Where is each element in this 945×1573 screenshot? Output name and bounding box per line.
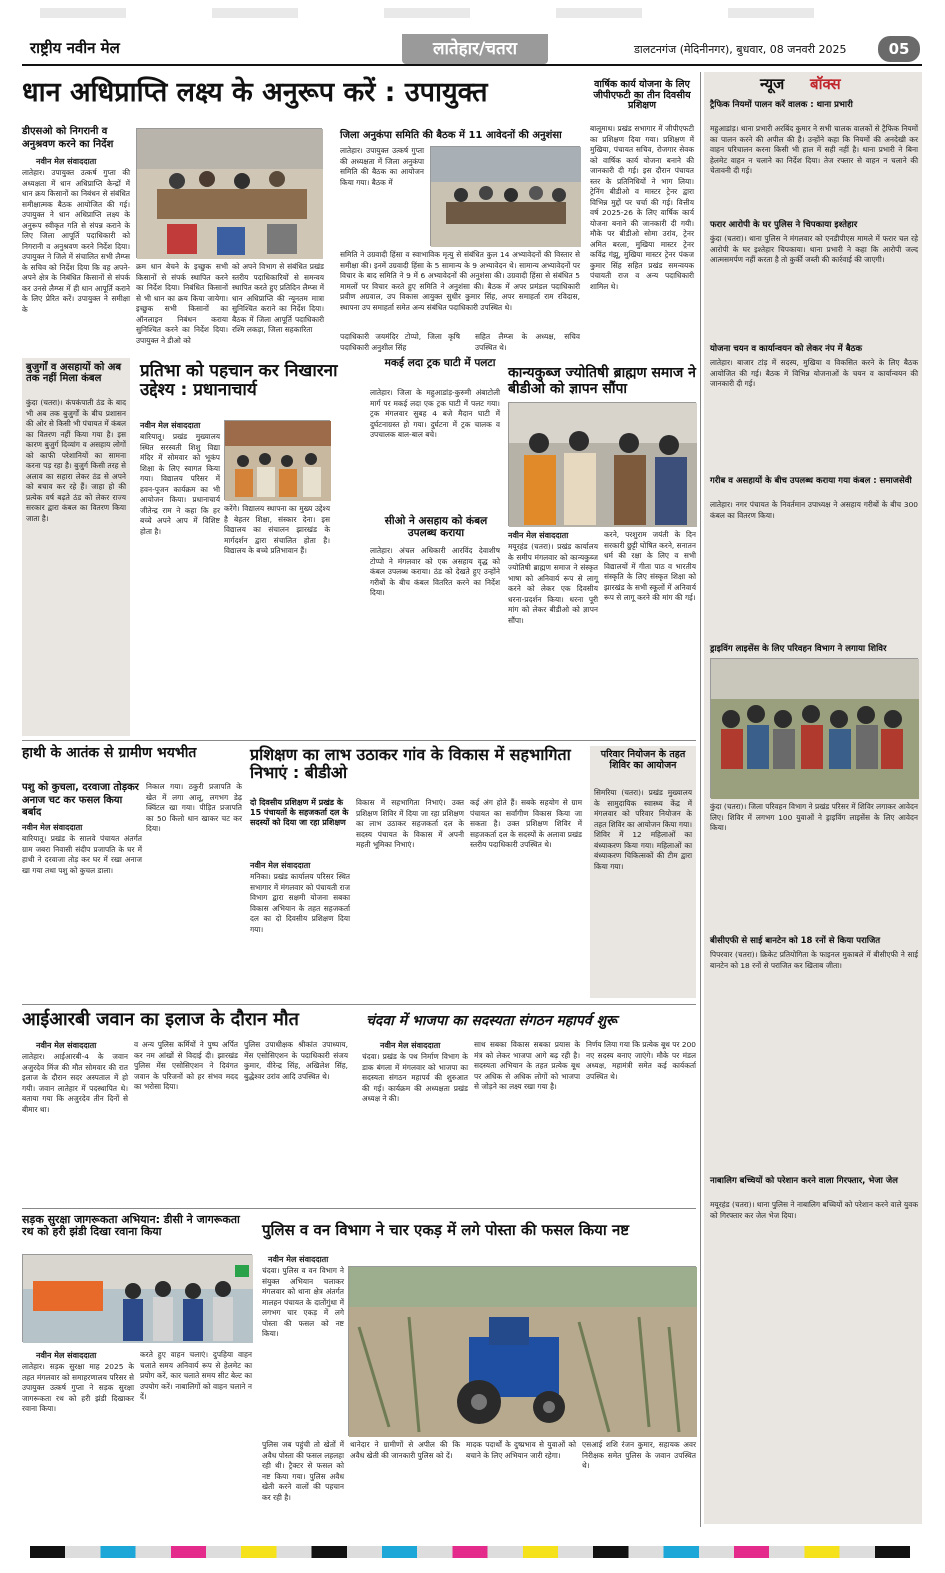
bjp-headline: चंदवा में भाजपा का सदस्यता संगठन महापर्व शुरू bbox=[366, 1013, 617, 1029]
news-item-body: लातेहार। बाजार टांड़ में सदस्य, मुखिया व विकसित करने के लिए बैठक आयोजित की गई। बैठक में विभिन्न योजनाओं के चयन व कार्यान्वयन की जानकारी दी गई। bbox=[710, 358, 918, 389]
family-planning-headline: परिवार नियोजन के तहत शिविर का आयोजन bbox=[600, 749, 686, 771]
lead-body-3: को अपने विभाग से संबंधित प्रखंड स्तरीय पदाधिकारियों से समन्वय स्थापित करते हुए प्रतिदिन लैम्प्स में धान अधिप्राप्ति की न्यूनतम मात्रा सुनिश्चित कराने का निर्देश दिया। बैठक में जिला आपूर्ति पदाधिकारी रश्मि लकड़ा, जिला सहकारिता bbox=[232, 262, 324, 335]
brahmin-byline: नवीन मेल संवाददाता bbox=[508, 531, 569, 540]
brahmin-headline: कान्यकुब्ज ज्योतिषी ब्राह्मण समाज ने बीडीओ को ज्ञापन सौंपा bbox=[508, 365, 696, 397]
training-byline: नवीन मेल संवाददाता bbox=[250, 861, 311, 870]
school-photo bbox=[224, 420, 330, 500]
elephant-body-2: निकाल गया। ठकुरी प्रजापति के खेत में लगा आलू, लगभग डेढ़ क्विंटल खा गया। पीड़ित प्रजापति का 50 किलो धान खाकर चट कर दिया। bbox=[146, 782, 242, 834]
page-header bbox=[22, 34, 922, 66]
training-body-1: मनिका। प्रखंड कार्यालय परिसर स्थित सभागार में मंगलवार को पंचायती राज विभाग द्वारा सक्षमी योजना सबका विकास अभियान के तहत सहजकर्ता दल का दो दिवसीय प्रशिक्षण दिया गया। bbox=[250, 872, 350, 934]
committee-body-1: लातेहार। उपायुक्त उत्कर्ष गुप्ता की अध्यक्षता में जिला अनुकंपा समिति की बैठक का आयोजन किया गया। बैठक में bbox=[340, 146, 424, 187]
poppy-body-5: एसआई शशि रंजन कुमार, सहायक अवर निरीक्षक समेत पुलिस के जवान उपस्थित थे। bbox=[582, 1440, 696, 1471]
news-item-title: बीसीएफी से साई बानटेन को 18 रनों से किया पराजित bbox=[710, 936, 881, 946]
road-safety-body-1: लातेहार। सड़क सुरक्षा माह 2025 के तहत मंगलवार को समाहरणालय परिसर से उपायुक्त उत्कर्ष गुप्ता ने सड़क सुरक्षा जागरूकता रथ को हरी झंडी दिखाकर रवाना किया। bbox=[22, 1362, 134, 1414]
committee-body-3: पदाधिकारी जयमंदिर टोप्पो, जिला कृषि पदाधिकारी अनुशील सिंह bbox=[340, 332, 460, 352]
news-item-body: कुंदा (चतरा)। जिला परिवहन विभाग ने प्रखंड परिसर में शिविर लगाकर आवेदन लिए। शिविर में लगभग 100 युवाओं ने ड्राइविंग लाइसेंस के लिए आवेदन किया। bbox=[710, 802, 918, 833]
dateline: डालटनगंज (मेदिनीनगर), बुधवार, 08 जनवरी 2025 bbox=[634, 43, 847, 56]
committee-headline: जिला अनुकंपा समिति की बैठक में 11 आवेदनों की अनुशंसा bbox=[340, 130, 562, 141]
news-item-body: महुआडांड़। थाना प्रभारी अरबिंद कुमार ने सभी चालक वालकों से ट्रैफिक नियमों का पालन करने की अपील की है। उन्होंने कहा कि नियमों की अनदेखी कर वाहन परिचालन करना किसी भी हाल में सही नहीं है। थाना प्रभारी ने बिना हेलमेट वाहन न चलाने का निर्देश दिया। तेज रफ्तार से वाहन न चलाने की चेतावनी दी गई। bbox=[710, 124, 918, 176]
news-item-body: कुंदा (चतरा)। थाना पुलिस ने मंगलवार को एनडीपीएस मामले में फरार चल रहे आरोपी के घर इश्तेहार चिपकाया। थाना प्रभारी ने कहा कि आरोपी जल्द आत्मसमर्पण नहीं करता है तो कुर्की जब्ती की कार्रवाई की जाएगी। bbox=[710, 234, 918, 265]
elephant-body-1: बारियातू। प्रखंड के सालवे पंचायत अंतर्गत ग्राम जबरा निवासी संदीप प्रजापति के घर में हाथी ने दरवाजा तोड़ कर घर में रखा अनाज खा गया तथा पशु को कुचल डाला। bbox=[22, 834, 142, 875]
news-item-title: गरीब व असहायों के बीच उपलब्ध कराया गया कंबल : समाजसेवी bbox=[710, 476, 912, 486]
poppy-headline: पुलिस व वन विभाग ने चार एकड़ में लगे पोस्ता की फसल किया नष्ट bbox=[262, 1221, 630, 1239]
news-item-title: ट्रैफिक नियमों पालन करें वालक : थाना प्रभारी bbox=[710, 100, 853, 110]
training-headline: प्रशिक्षण का लाभ उठाकर गांव के विकास में सहभागिता निभाएं : बीडीओ bbox=[250, 745, 571, 782]
elephant-byline: नवीन मेल संवाददाता bbox=[22, 823, 83, 832]
news-item-title: ड्राइविंग लाइसेंस के लिए परिवहन विभाग ने लगाया शिविर bbox=[710, 644, 887, 654]
masthead: राष्ट्रीय नवीन मेल bbox=[30, 39, 120, 57]
road-safety-photo bbox=[22, 1254, 252, 1342]
registration-strip-top bbox=[40, 8, 900, 18]
license-camp-photo bbox=[710, 658, 918, 798]
lead-byline: नवीन मेल संवाददाता bbox=[36, 157, 97, 166]
gpft-headline: वार्षिक कार्य योजना के लिए जीपीएफटी का तीन दिवसीय प्रशिक्षण bbox=[593, 79, 691, 112]
committee-body-4: सहित लैम्प्स के अध्यक्ष, सचिव उपस्थित थे। bbox=[475, 332, 580, 352]
column-divider bbox=[700, 72, 701, 1527]
talent-headline: प्रतिभा को पहचान कर निखारना उद्देश्य : प्रधानाचार्य bbox=[140, 361, 338, 401]
section-tab: लातेहार/चतरा bbox=[402, 34, 548, 64]
poppy-body-3: थानेदार ने ग्रामीणों से अपील की कि अवैध खेती की जानकारी पुलिस को दें। bbox=[350, 1440, 460, 1460]
brahmin-photo bbox=[508, 402, 696, 526]
lead-body-1: लातेहार। उपायुक्त उत्कर्ष गुप्ता की अध्यक्षता में धान अधिप्राप्ति केन्द्रों में धान क्रय किसानों का निबंधन से संबंधित समीक्षात्मक बैठक आयोजित की गई। उपायुक्त ने धान अधिप्राप्ति लक्ष्य के अनुरूप स्वीकृत गति से संपन्न कराने के लिए जिला आपूर्ति पदाधिकारी को निगरानी व अनुश्रवण करने निर्देश दिया। उपायुक्त ने जिले में संचालित सभी लैम्प्स के सचिव को निर्देश दिया कि वह अपने-अपने क्षेत्र के निबंधित किसानों से संपर्क कर उनसे लैम्प्स में ही धान आपूर्ति कराने के लिए प्रेरित करें। उपायुक्त ने समीक्षा के bbox=[22, 168, 130, 314]
poppy-body-2: पुलिस जब पहुंची तो खेतों में अवैध पोस्ता की फसल लहलहा रही थी। ट्रैक्टर से फसल को नष्ट किया गया। पुलिस अवैध खेती करने वालों की पहचान कर रही है। bbox=[262, 1440, 344, 1502]
irb-body-2: व अन्य पुलिस कर्मियों ने पुष्प अर्पित कर नम आंखों से विदाई दी। झारखंड पुलिस मेंस एसोसिएशन ने दिवंगत जवान के परिजनों को हर संभव मदद का भरोसा दिया। bbox=[134, 1040, 238, 1092]
road-safety-headline: सड़क सुरक्षा जागरूकता अभियान: डीसी ने जागरूकता रथ को हरी झंडी दिखा रवाना किया bbox=[22, 1213, 240, 1239]
news-item-title: योजना चयन व कार्यान्वयन को लेकर नंप में बैठक bbox=[710, 344, 863, 354]
poppy-byline: नवीन मेल संवाददाता bbox=[268, 1255, 329, 1264]
news-item-title: नाबालिग बच्चियों को परेशान करने वाला गिरफ्तार, भेजा जेल bbox=[710, 1176, 898, 1186]
poppy-body-1: चंदवा। पुलिस व वन विभाग ने संयुक्त अभियान चलाकर मंगलवार को थाना क्षेत्र अंतर्गत मालहन पंचायत के दातोंगुंथा में लगभग चार एकड़ में लगे पोस्ता की फसल को नष्ट किया। bbox=[262, 1266, 344, 1339]
poppy-body-4: मादक पदार्थों के दुष्प्रभाव से युवाओं को बचाने के लिए अभियान जारी रहेगा। bbox=[466, 1440, 576, 1460]
co-blanket-headline: सीओ ने असहाय को कंबल उपलब्ध कराया bbox=[384, 515, 488, 539]
bjp-body-1: चंदवा। प्रखंड के पथ निर्माण विभाग के डाक बंगला में मंगलवार को भाजपा का सदस्यता संगठन महापर्व की शुरुआत की गई। कार्यक्रम की अध्यक्षता प्रखंड अध्यक्ष ने की। bbox=[362, 1052, 468, 1104]
talent-body-2: करेंगे। विद्यालय स्थापना का मुख्य उद्देश्य है बेहतर शिक्षा, संस्कार देना। इस विद्यालय का संचालन झारखंड के मार्गदर्शन द्वारा संचालित होता है। विद्यालय के बच्चे प्रतिभावान हैं। bbox=[224, 504, 330, 556]
committee-body-2: समिति ने उग्रवादी हिंसा व स्वाभाविक मृत्यु से संबंधित कुल 14 अभ्यावेदनों की विस्तार से समीक्षा की। इनमें उग्रवादी हिंसा के 5 सामान्य के 9 अभ्यावेदन थे। सामान्य अभ्यावेदनों पर विचार के बाद समिति ने 9 में 6 अभ्यावेदनों की अनुशंसा की। उग्रवादी हिंसा से संबंधित 5 मामलों पर विचार करते हुए समिति ने अनुशंसा की। बैठक में अपर प्रमंडल पदाधिकारी प्रवीण अग्रवाल, उप विकास आयुक्त सुधीर कुमार सिंह, अपर समाहर्ता राम रविदास, स्थापना उप समाहर्ता समेत अन्य संबंधित पदाधिकारी उपस्थित थे। bbox=[340, 250, 580, 312]
irb-body-3: पुलिस उपाधीक्षक श्रीकांत उपाध्याय, मेंस एसोसिएशन के पदाधिकारी संजय कुमार, वीरेन्द्र सिंह, अखिलेश सिंह, बुद्धेश्वर उरांव आदि उपस्थित थे। bbox=[244, 1040, 348, 1081]
training-subheadline: दो दिवसीय प्रशिक्षण में प्रखंड के 15 पंचायतों के सहजकर्ता दल के सदस्यों को दिया जा रहा प्रशिक्षण bbox=[250, 798, 349, 827]
training-body-2: विकास में सहभागिता निभाएं। उक्त प्रशिक्षण शिविर में दिया जा रहा प्रशिक्षण का लाभ उठाकर सहजकर्ता दल के सदस्य पंचायत के विकास में अपनी महती भूमिका निभाएं। bbox=[356, 798, 464, 850]
section-rule bbox=[22, 1208, 696, 1209]
section-rule bbox=[22, 1004, 696, 1005]
lead-subheadline: डीएसओ को निगरानी व अनुश्रवण करने का निर्देश bbox=[22, 126, 114, 150]
meeting-photo bbox=[136, 128, 322, 258]
road-safety-body-2: करते हुए वाहन चलाएं। दुपहिया वाहन चलाते समय अनिवार्य रूप से हेलमेट का प्रयोग करें, कार चलाते समय सीट बेल्ट का उपयोग करें। नाबालिगों को वाहन चलाने न दें। bbox=[140, 1350, 252, 1402]
irb-headline: आईआरबी जवान का इलाज के दौरान मौत bbox=[22, 1009, 299, 1030]
committee-photo bbox=[430, 146, 580, 246]
news-item-body: पिपरवार (चतरा)। क्रिकेट प्रतियोगिता के फाइनल मुकाबले में बीसीएफी ने साई बानटेन को 18 रनों से पराजित कर खिताब जीता। bbox=[710, 950, 918, 970]
blanket-body: कुंदा (चतरा)। कंपकंपाती ठंड के बाद भी अब तक बुजुर्गों के बीच प्रशासन की ओर से किसी भी पंचायत में कंबल का वितरण नहीं किया गया है। इस कारण बुजुर्ग दिव्यांग व असहाय लोगों को काफी परेशानियों का सामना करना पड़ रहा है। बुजुर्ग किसी तरह से अलाव का सहारा लेकर ठंड से अपने को बचाव कर रहे हैं। जाहा हो की प्रत्येक वर्ष बढ़ते ठंड को लेकर राज्य सरकार द्वारा कंबल का वितरण किया जाता है। bbox=[26, 398, 126, 523]
bjp-body-2: साथ सबका विकास सबका प्रयास के मंत्र को लेकर भाजपा आगे बढ़ रही है। सदस्यता अभियान के तहत प्रत्येक बूथ पर अधिक से अधिक लोगों को भाजपा से जोड़ने का लक्ष्य रखा गया है। bbox=[474, 1040, 580, 1092]
elephant-subheadline: पशु को कुचला, दरवाजा तोड़कर अनाज चट कर फसल किया बर्बाद bbox=[22, 782, 139, 818]
news-box-title-a: न्यूज bbox=[760, 75, 785, 93]
bjp-byline: नवीन मेल संवाददाता bbox=[380, 1041, 441, 1050]
news-item-title: फरार आरोपी के घर पुलिस ने चिपकाया इश्तेहार bbox=[710, 220, 858, 230]
talent-byline: नवीन मेल संवाददाता bbox=[140, 421, 201, 430]
co-blanket-body: लातेहार। अंचल अधिकारी आरविंद देवाशीष टोप्पो ने मंगलवार को एक असहाय वृद्ध को कंबल उपलब्ध कराया। ठंड को देखते हुए उन्होंने गरीबों के बीच कंबल वितरित करने का निर्देश दिया। bbox=[370, 546, 500, 598]
road-safety-byline: नवीन मेल संवाददाता bbox=[36, 1351, 97, 1360]
page-number: 05 bbox=[878, 36, 920, 62]
lead-headline: धान अधिप्राप्ति लक्ष्य के अनुरूप करें : उपायुक्त bbox=[22, 77, 488, 108]
section-rule bbox=[22, 740, 696, 741]
gpft-body: बालूमाथ। प्रखंड सभागार में जीपीएफटी का प्रशिक्षण दिया गया। प्रशिक्षण में मुखिया, पंचायत सचिव, रोजगार सेवक को वार्षिक कार्य योजना बनाने की जानकारी दी गई। इस दौरान पंचायत स्तर के प्रतिनिधियों ने भाग लिया। ट्रेनिंग बीडीओ व मास्टर ट्रेनर द्वारा विभिन्न मुद्दों पर चर्चा की गई। वित्तीय वर्ष 2025-26 के लिए वार्षिक कार्य योजना बनाने की जानकारी दी गयी। मौके पर बीडीओ सोमा उरांव, ट्रेनर अमित बरला, मुखिया मास्टर ट्रेनर कविंद्र गंझू, मुखिया मास्टर ट्रेनर पंकज कुमार सिंह सहित प्रखंड समन्वयक पंचायती राज व अन्य पदाधिकारी शामिल थे। bbox=[590, 124, 694, 291]
talent-body-1: बारियातू। प्रखंड मुख्यालय स्थित सरस्वती शिशु विद्या मंदिर में सोमवार को भूकंप शिक्षा के लिए स्वागत किया गया। विद्यालय परिसर में हवन-पूजन कार्यक्रम का भी आयोजन किया। प्रधानाचार्य जीतेन्द्र राम ने कहा कि हर बच्चे अपने आप में विशिष्ट होता है। bbox=[140, 432, 220, 536]
irb-body-1: लातेहार। आईआरबी-4 के जवान अजुरदेव मिंज की मौत सोमवार की रात इलाज के दौरान सदर अस्पताल में हो गयी। जवान लातेहार में पदस्थापित थे। बताया गया कि अजुरदेव तीन दिनों से बीमार था। bbox=[22, 1052, 128, 1114]
truck-headline: मकई लदा ट्रक घाटी में पलटा bbox=[384, 357, 496, 369]
elephant-headline: हाथी के आतंक से ग्रामीण भयभीत bbox=[22, 745, 197, 761]
lead-body-2: क्रम धान बेचने के इच्छुक सभी किसानों से संपर्क स्थापित करने का निर्देश दिया। निबंधित किसानों से भी धान का क्रय किया जायेगा। इच्छुक सभी किसानों का ऑनलाइन निबंधन कराया सुनिश्चित करने का निर्देश दिया। उपायुक्त ने डीओ को bbox=[136, 262, 228, 345]
poppy-field-photo bbox=[348, 1266, 696, 1436]
family-planning-body: सिमरिया (चतरा)। प्रखंड मुख्यालय के सामुदायिक स्वास्थ्य केंद्र में मंगलवार को परिवार नियोजन के तहत शिविर का आयोजन किया गया। शिविर में 12 महिलाओं का बंध्याकरण किया गया। महिलाओं का बंध्याकरण चिकित्सकों की टीम द्वारा किया गया। bbox=[594, 788, 692, 871]
registration-strip-bottom bbox=[30, 1546, 910, 1558]
news-item-body: लातेहार। नगर पंचायत के निवर्तमान उपाध्यक्ष ने असहाय गरीबों के बीच 300 कंबल का वितरण किया। bbox=[710, 500, 918, 520]
brahmin-body-2: करने, परशुराम जयंती के दिन सरकारी छुट्टी घोषित करने, सनातन धर्म की रक्षा के लिए व सभी विद्यालयों में गीता पाठ व भारतीय संस्कृति के लिए संस्कृत शिक्षा को झारखंड के सभी स्कूलों में अनिवार्य रूप से लागू करने की मांग की गई। bbox=[604, 530, 696, 603]
bjp-body-3: निर्णय लिया गया कि प्रत्येक बूथ पर 200 नए सदस्य बनाए जाएंगे। मौके पर मंडल अध्यक्ष, महामंत्री समेत कई कार्यकर्ता उपस्थित थे। bbox=[586, 1040, 696, 1081]
truck-body: लातेहार। जिला के महुआडांड़-कुरुमी अंबाटोली मार्ग पर मकई लदा एक ट्रक घाटी में पलट गया। ट्रक मंगलवार सुबह 4 बजे मैदान घाटी में दुर्घटनाग्रस्त हो गया। दुर्घटना में ट्रक चालक व उपचालक बाल-बाल बचे। bbox=[370, 388, 500, 440]
blanket-headline: बुजुर्गों व असहायों को अब तक नहीं मिला कंबल bbox=[26, 362, 122, 385]
brahmin-body-1: मयूरहंड (चतरा)। प्रखंड कार्यालय के समीप मंगलवार को कान्यकुब्ज ज्योतिषी ब्राह्मण समाज ने संस्कृत भाषा को अनिवार्य रूप से लागू करने को लेकर एक दिवसीय धरना-प्रदर्शन किया। धरना पूरी मांग को लेकर बीडीओ को ज्ञापन सौंपा। bbox=[508, 542, 598, 625]
news-box-title-b: बॉक्स bbox=[810, 75, 841, 93]
news-item-body: मयूरहंड (चतरा)। थाना पुलिस ने नाबालिग बच्चियों को परेशान करने वाले युवक को गिरफ्तार कर जेल भेज दिया। bbox=[710, 1200, 918, 1220]
irb-byline: नवीन मेल संवाददाता bbox=[36, 1041, 97, 1050]
training-body-3: कई अंग होते हैं। सबके सहयोग से ग्राम पंचायत का सर्वांगीण विकास किया जा सकता है। उक्त प्रशिक्षण शिविर में सहजकर्ता दल के सदस्यों के अलावा प्रखंड स्तरीय पदाधिकारी उपस्थित थे। bbox=[470, 798, 582, 850]
